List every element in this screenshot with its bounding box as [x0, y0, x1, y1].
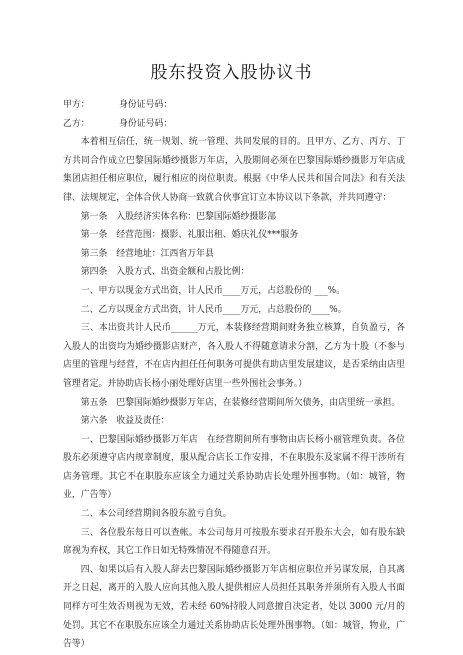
- party-b-label: 乙方：: [63, 118, 90, 129]
- article-6-item-3: 三、各位股东每日可以查帐。本公司每月可按股东要求召开股东大会，如有股东缺席视为弃权，其它工作日如无特殊情况不得随意召开。: [63, 527, 405, 557]
- document-body: [63, 96, 405, 654]
- article-6-heading: 第六条 收益及责任：: [80, 416, 170, 427]
- party-b-line: [63, 115, 405, 134]
- article-3-address: 第三条 经营地址：江西省万年县: [80, 248, 214, 259]
- article-6-item-4: 四、如果以后有入股人辞去巴黎国际婚纱摄影万年店相应职位并另谋发展，自其离开之日起，离开的入股人应向其他入股人提供相应人员担任其职务并须所有入股人书面同样方可生效否则视为无效，若未经 60%持股人同意擅自决定者，处以 3000 元/月的处罚。其它不在职股东应该全力通过关系协助店长处理外围事物。（如：城管，物业，广告等）: [63, 564, 405, 650]
- preamble-paragraph: 本着相互信任，统一规划、统一管理、共同发展的目的。且甲方、乙方、丙方、丁方共同合作成立巴黎国际婚纱摄影万年店，入股期间必须在巴黎国际婚纱摄影万年店成集团店担任相应职位，履行相应的岗位职责。根据《中华人民共和国合同法》和有关法律、法规规定，全体合伙人协商一致就合伙事宜订立本协议以下条款，并共同遵守：: [63, 137, 405, 203]
- article-4-item-1: 一、甲方以现金方式出资，计人民币____万元，占总股份的 ___%。: [80, 285, 345, 296]
- article-6-item-2: 二、本公司经营期间各股东盈亏自负。: [80, 509, 232, 520]
- party-a-line: [63, 96, 405, 115]
- article-5: 第五条 巴黎国际婚纱摄影万年店，在装修经营期间所欠债务，由店里统一承担。: [80, 397, 401, 408]
- document-title: 股东投资入股协议书: [150, 63, 313, 83]
- party-a-label: 甲方：: [63, 100, 90, 110]
- article-4-item-3: 三、本出资共计人民币______万元，本装修经营期间财务独立核算，自负盈亏，各入股人的出资均为婚纱摄影店财产，各入股人不得随意请求分割，乙方为十股（不参与店里的管理与经营，不在店内担任任何职务可提供有助店里发展建议，是否采纳由店里管理者定。并协助店长杨小丽处理好店里一些外围社会事务。）: [63, 323, 405, 389]
- article-4-item-2: 二、乙方以现金方式出资，计人民币____万元，占总股份的____%。: [80, 304, 347, 315]
- article-6-item-1: 一、巴黎国际婚纱摄影万年店 在经营期间所有事物由店长杨小丽管理负责。各位股东必须遵守店内规章制度，服从配合店长工作安排，不在职股东及家属不得干涉所有店务管理。其它不在职股东应该全力通过关系协助店长处理外围事物。（如：城管，物业，广告等）: [63, 434, 405, 501]
- party-b-id-label: 身份证号码：: [119, 118, 173, 129]
- article-1-name: 第一条 入股经济实体名称：巴黎国际婚纱摄影部: [80, 211, 277, 222]
- article-1-scope: 第一条 经营范围：摄影、礼服出租、婚庆礼仪***服务: [80, 230, 299, 241]
- article-4-heading: 第四条 入股方式、出资金额和占股比例：: [80, 267, 250, 278]
- party-a-id-label: 身份证号码：: [119, 100, 173, 110]
